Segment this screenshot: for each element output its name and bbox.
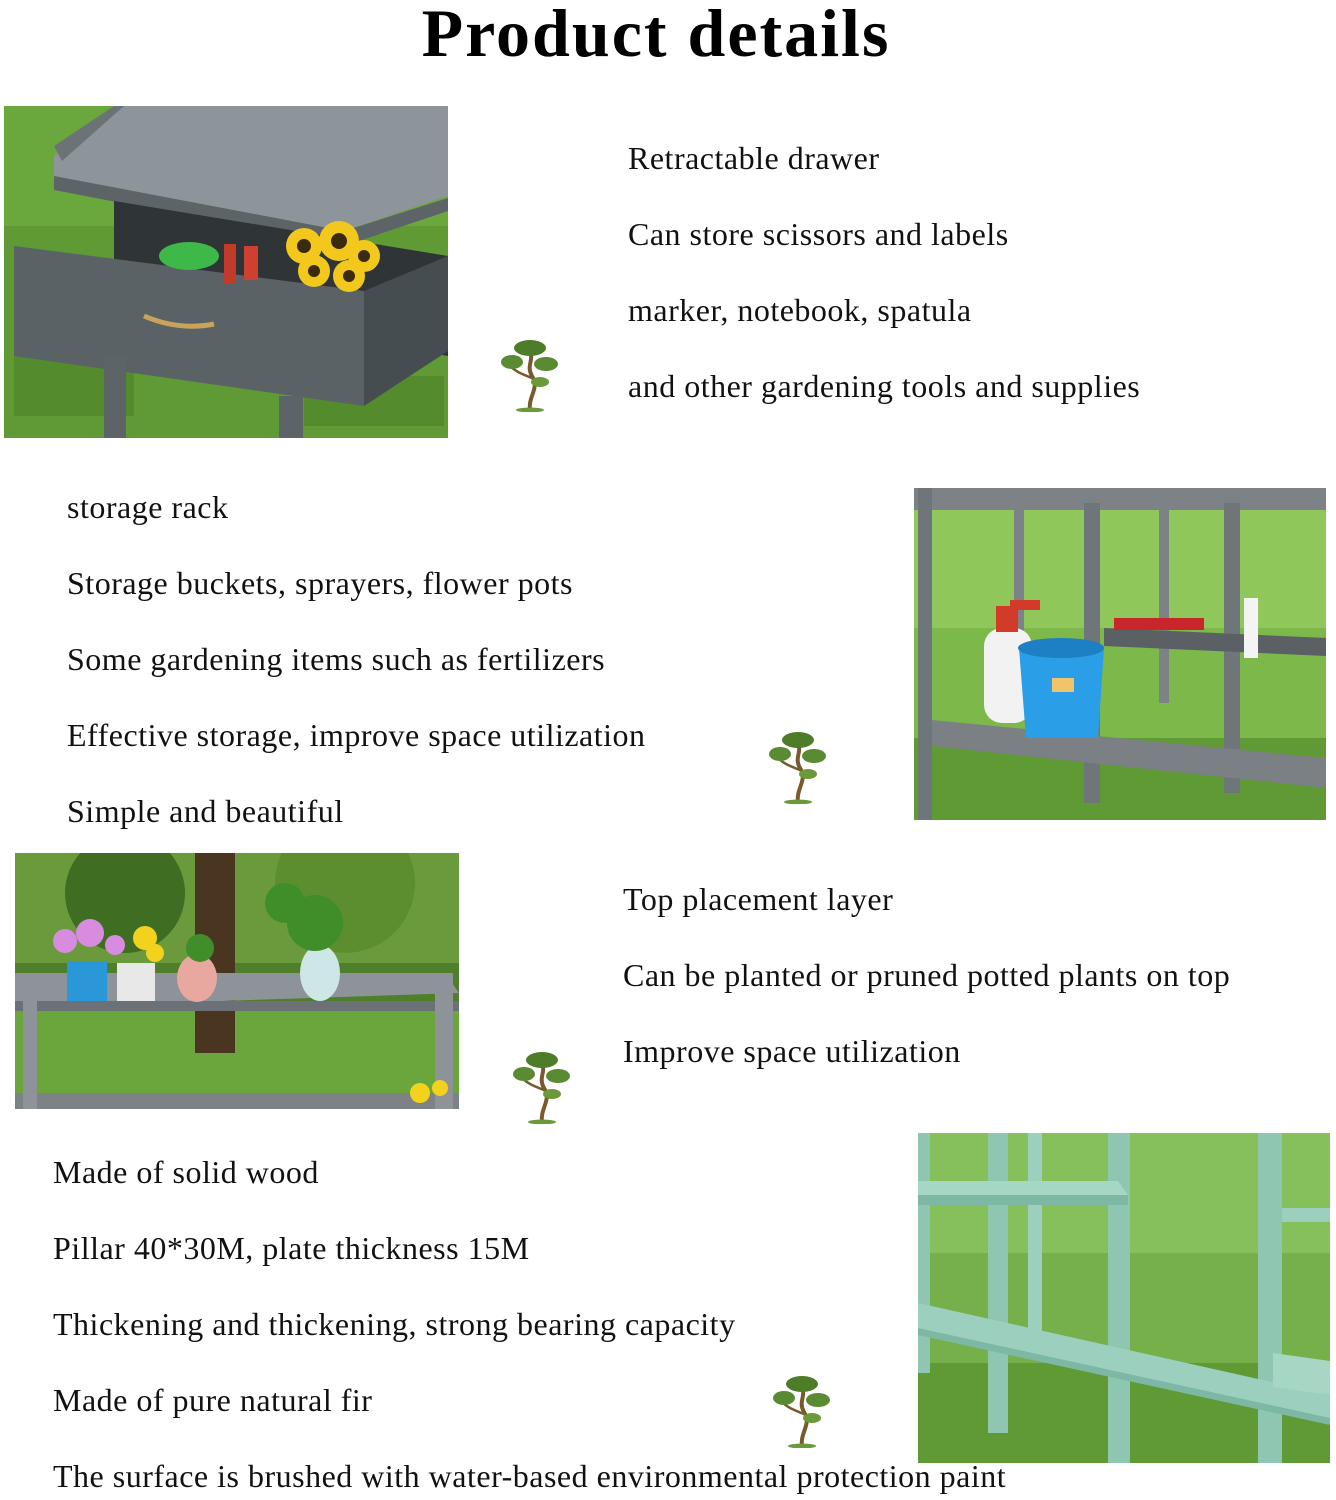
section-1-line-4: and other gardening tools and supplies <box>628 368 1141 404</box>
section-2-line-4: Effective storage, improve space utilization <box>67 717 646 753</box>
section-3-line-3: Improve space utilization <box>623 1033 961 1069</box>
page-title: Product details <box>421 0 891 71</box>
section-4-line-3: Thickening and thickening, strong bearing capacity <box>53 1306 736 1342</box>
section-2-line-3: Some gardening items such as fertilizers <box>67 641 606 677</box>
section-2-line-5: Simple and beautiful <box>67 793 344 829</box>
section-2-line-2: Storage buckets, sprayers, flower pots <box>67 565 573 601</box>
storage-rack-photo <box>914 488 1326 820</box>
section-4-line-4: Made of pure natural fir <box>53 1382 373 1418</box>
section-4-line-2: Pillar 40*30M, plate thickness 15M <box>53 1230 530 1266</box>
section-4-line-1: Made of solid wood <box>53 1154 319 1190</box>
drawer-photo <box>4 106 448 438</box>
section-1-line-2: Can store scissors and labels <box>628 216 1009 252</box>
top-shelf-photo <box>15 853 459 1109</box>
bonsai-tree-icon <box>500 336 560 412</box>
section-4-line-5: The surface is brushed with water-based environmental protection paint <box>53 1458 1007 1494</box>
section-3-line-1: Top placement layer <box>623 881 894 917</box>
bonsai-tree-icon <box>768 728 828 804</box>
section-3-line-2: Can be planted or pruned potted plants on top <box>623 957 1231 993</box>
section-2-line-1: storage rack <box>67 489 229 525</box>
bonsai-tree-icon <box>772 1372 832 1448</box>
section-1-line-1: Retractable drawer <box>628 140 880 176</box>
solid-wood-photo <box>918 1133 1330 1463</box>
section-1-line-3: marker, notebook, spatula <box>628 292 972 328</box>
bonsai-tree-icon <box>512 1048 572 1124</box>
